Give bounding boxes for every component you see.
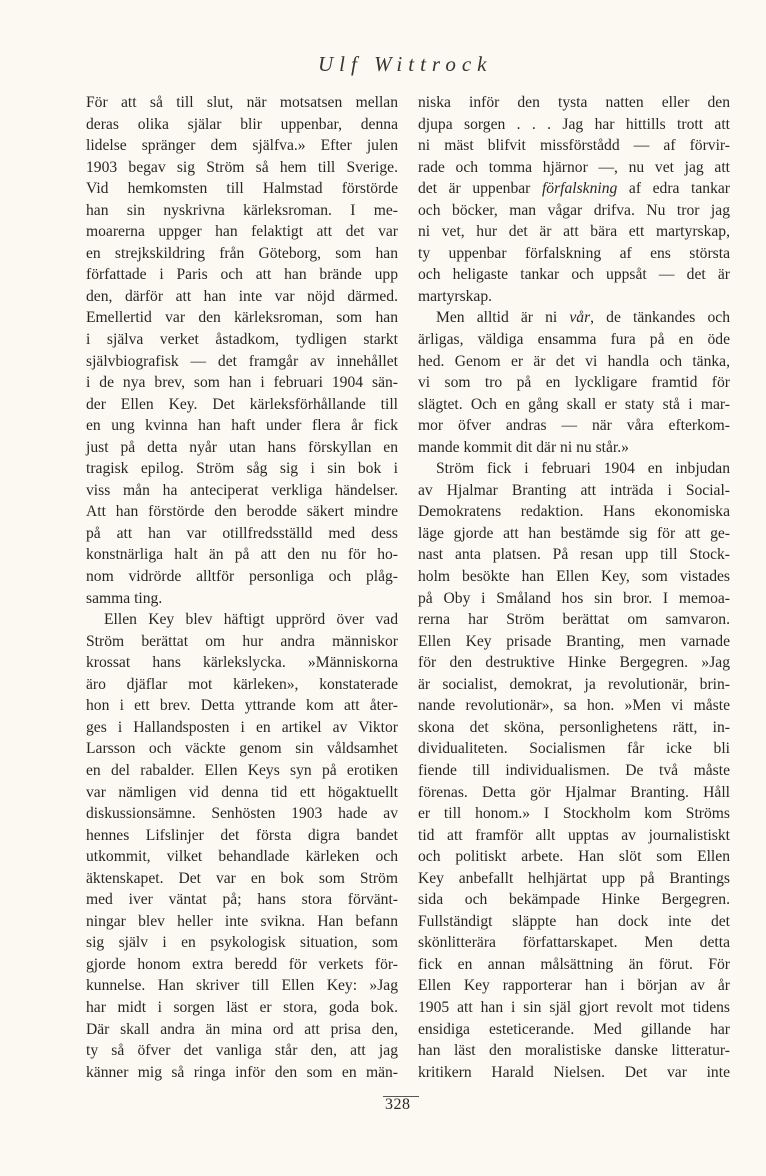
text-line: är socialist, demokrat, ja revolutionär, brin-	[418, 675, 730, 693]
text-line: ty så öfver det vanliga står den, att jag	[86, 1042, 398, 1060]
text-line: på att han var otillfredsställd med dess	[86, 524, 398, 542]
text-line: känner mig så ringa inför den som en män-	[86, 1063, 398, 1081]
text-line: och böcker, man vågar drifva. Nu tror jag	[418, 201, 730, 219]
text-line: Ellen Key rapporterar han i början av år	[418, 977, 730, 995]
text-line: fiende till individualismen. De två måste	[418, 761, 730, 779]
text-line: sida och bekämpade Hinke Bergegren.	[418, 891, 730, 909]
text-line: 1905 att han i sin själ gjort revolt mot tidens	[418, 998, 730, 1016]
text-line: Fullständigt släppte han dock inte det	[418, 912, 730, 930]
text-line: ty uppenbar förfalskning af ens största	[418, 244, 730, 262]
text-line: en ung kvinna han haft under flera år fick	[86, 417, 398, 435]
text-line: en strejkskildring från Göteborg, som han	[86, 244, 398, 262]
text-line: fick en annan målsättning än förut. För	[418, 955, 730, 973]
text-line: Ström berättat om hur andra människor	[86, 632, 398, 650]
text-line: han läst den moralistiske danske litteratur-	[418, 1042, 730, 1060]
text-line: skönlitterära författarskapet. Men detta	[418, 934, 730, 952]
text-line: 1903 begav sig Ström så hem till Sverige.	[86, 158, 398, 176]
text-line: der Ellen Key. Det kärleksförhållande till	[86, 395, 398, 413]
text-line: skona det sköna, personlighetens rätt, in-	[418, 718, 730, 736]
text-line: äro djäflar mot kärleken», konstaterade	[86, 675, 398, 693]
text-line: Emellertid var den kärleksroman, som han	[86, 309, 398, 327]
text-line: moarerna uppger han felaktigt att det var	[86, 223, 398, 241]
text-line: Att han förstörde den berodde säkert mindre	[86, 503, 398, 521]
text-line: hennes Lifslinjer det första digra bandet	[86, 826, 398, 844]
text-line: en del rabalder. Ellen Keys syn på erotiken	[86, 761, 398, 779]
text-line: självbiografisk — det framgår av innehållet	[86, 352, 398, 370]
text-line: nast anta platsen. På resan upp till Stock-	[418, 546, 730, 564]
text-line: holm besökte han Ellen Key, som vistades	[418, 568, 730, 586]
text-line: vi som tro på en lyckligare framtid för	[418, 374, 730, 392]
text-line: nande revolutionär», sa hon. »Men vi måste	[418, 697, 730, 715]
text-line: förenas. Detta gör Hjalmar Branting. Håll	[418, 783, 730, 801]
text-line: nom vidrörde alltför personliga och plåg-	[86, 568, 398, 586]
text-line: tragisk epilog. Ström såg sig i sin bok i	[86, 460, 398, 478]
text-line: dividualiteten. Socialismen får icke bli	[418, 740, 730, 758]
text-line: gjorde honom extra beredd för verkets för-	[86, 955, 398, 973]
text-line: er till honom.» I Stockholm kom Ströms	[418, 805, 730, 823]
text-line: Där skall andra än mina ord att prisa den,	[86, 1020, 398, 1038]
text-line: i själva verket åstadkom, tydligen starkt	[86, 331, 398, 349]
text-line: har midt i sorgen läst er stora, goda bok.	[86, 998, 398, 1016]
text-line: deras olika själar blir uppenbar, denna	[86, 115, 398, 133]
text-line: kunnelse. Han skriver till Ellen Key: »Jag	[86, 977, 398, 995]
text-line: lidelse spränger dem själfva.» Efter julen	[86, 137, 398, 155]
text-line: niska inför den tysta natten eller den	[418, 94, 730, 111]
text-line: Demokratens redaktion. Hans ekonomiska	[418, 503, 730, 521]
text-line: viss mån ha anteciperat verkliga händelser.	[86, 481, 398, 499]
text-line: i de nya brev, som han i februari 1904 sän-	[86, 374, 398, 392]
text-line: kritikern Harald Nielsen. Det var inte	[418, 1063, 730, 1081]
page-number: 328	[385, 1096, 411, 1113]
text-line: För att så till slut, när motsatsen mellan	[86, 94, 398, 111]
text-line: den, därför att han inte var nöjd därmed.	[86, 287, 398, 305]
text-line: rade och tomma hjärnor —, nu vet jag att	[418, 158, 730, 176]
text-line: Key anbefallt helhjärtat upp på Brantings	[418, 869, 730, 887]
text-line: av Hjalmar Branting att inträda i Social-	[418, 481, 730, 499]
text-line	[418, 178, 730, 200]
text-line: författade i Paris och att han brände upp	[86, 266, 398, 284]
text-line: hed. Genom er är det vi handla och tänka,	[418, 352, 730, 370]
text-line: för den destruktive Hinke Bergegren. »Jag	[418, 654, 730, 672]
text-line: och politiskt arbete. Han slöt som Ellen	[418, 848, 730, 866]
text-line: Larsson och väckte genom sin våldsamhet	[86, 740, 398, 758]
text-line: äktenskapet. Det var en bok som Ström	[86, 869, 398, 887]
text-line: Ellen Key blev häftigt upprörd över vad	[104, 611, 398, 629]
text-line: tid att framför allt upptas av journalistiskt	[418, 826, 730, 844]
text-line: samma ting.	[86, 589, 163, 607]
text-line: han sin nyskrivna kärleksroman. I me-	[86, 201, 398, 219]
italic-emphasis: vår	[569, 309, 591, 327]
italic-emphasis: förfalskning	[541, 180, 618, 198]
running-header: Ulf Wittrock	[318, 52, 493, 76]
text-line: sig själv i en psykologisk situation, som	[86, 934, 398, 952]
text-segment: det är uppenbar	[418, 180, 542, 198]
text-line: ni mäst blifvit missförstådd — af förvir-	[418, 137, 730, 155]
text-line: ensidiga esteticerande. Med gillande har	[418, 1020, 730, 1038]
text-line: hon i ett brev. Detta yttrande kom att åter-	[86, 697, 398, 715]
text-line: konstnärliga halt än på att den nu för ho-	[86, 546, 398, 564]
text-line: läge gjorde att han bestämde sig för att ge-	[418, 524, 730, 542]
text-line: mande kommit dit där ni nu står.»	[418, 438, 629, 456]
text-line: ni vet, hur det är att bära ett martyrskap,	[418, 223, 730, 241]
text-line: krossat hans kärlekslycka. »Människorna	[86, 654, 398, 672]
text-line: utkommit, vilket behandlade kärleken och	[86, 848, 398, 866]
text-line: ges i Hallandsposten i en artikel av Viktor	[86, 718, 398, 736]
text-line: Ellen Key prisade Branting, men varnade	[418, 632, 730, 650]
text-line: djupa sorgen . . . Jag har hittills trott att	[418, 115, 730, 133]
text-line: Ström fick i februari 1904 en inbjudan	[436, 460, 730, 478]
text-line: slägtet. Och en gång skall er staty stå i mar-	[418, 395, 730, 413]
text-line: på Oby i Småland hos sin bror. I memoa-	[418, 589, 730, 607]
text-line: ärligas, väldiga ensamma fura på en öde	[418, 331, 730, 349]
text-line: med iver väntat på; hans stora förvänt-	[86, 891, 398, 909]
text-line	[418, 307, 730, 329]
text-line: martyrskap.	[418, 287, 493, 305]
text-line: ningar blev heller inte svikna. Han befann	[86, 912, 398, 930]
text-line: rerna har Ström berättat om samvaron.	[418, 611, 730, 629]
text-segment: , de tänkandes och	[590, 309, 730, 327]
text-line: just på detta nyår utan hans förskyllan en	[86, 438, 398, 456]
text-line: Vid hemkomsten till Halmstad förstörde	[86, 180, 398, 198]
text-line: och heligaste tankar och uppsåt — det är	[418, 266, 730, 284]
left-text-column	[86, 92, 398, 1083]
text-line: var nämligen vid denna tid ett högaktuellt	[86, 783, 398, 801]
right-text-column	[418, 92, 730, 1083]
text-segment: af edra tankar	[617, 180, 730, 198]
text-line: mor öfver andras — när våra efterkom-	[418, 417, 730, 435]
text-line: diskussionsämne. Senhösten 1903 hade av	[86, 805, 398, 823]
text-segment: Men alltid är ni	[436, 309, 570, 327]
